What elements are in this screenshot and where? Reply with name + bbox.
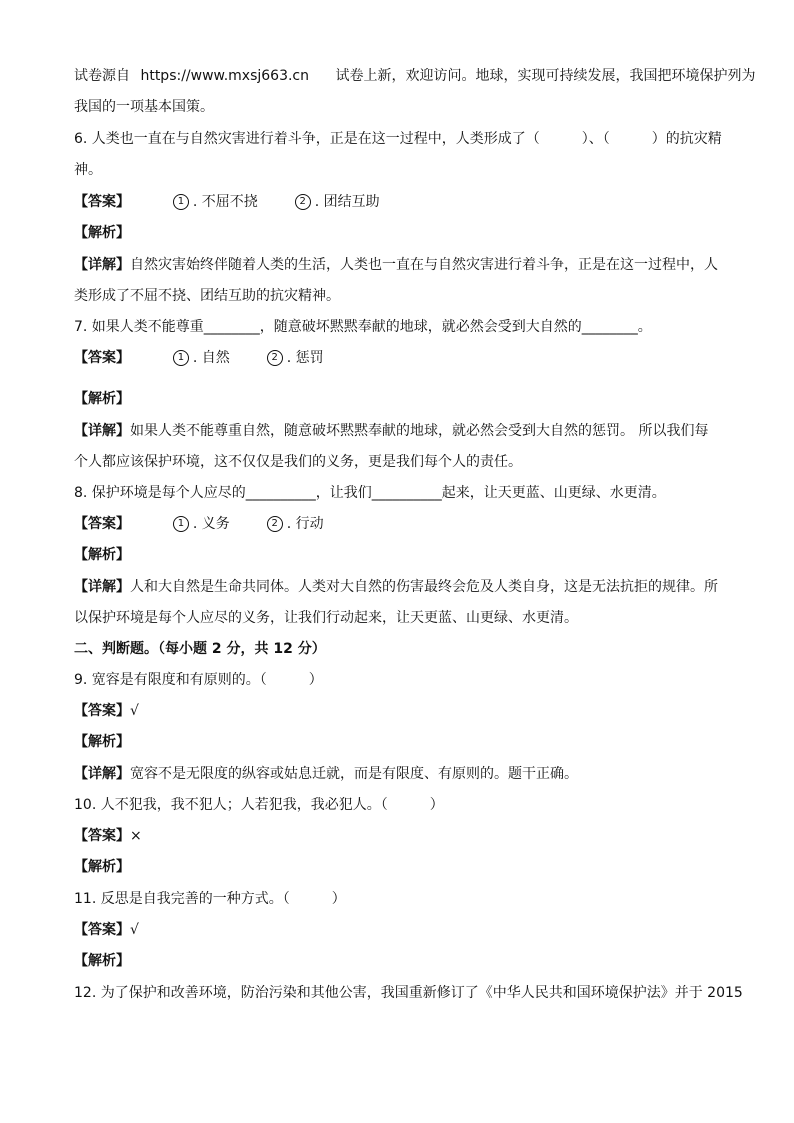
answer-11-value: √ [130,922,139,938]
detail-9-text: 宽容不是无限度的纵容或姑息迁就，而是有限度、有原则的。题干正确。 [130,766,578,782]
circled-number-1: 1 [173,350,189,366]
analysis-label-11: 【解析】 [74,953,130,969]
analysis-label-10: 【解析】 [74,859,130,875]
detail-label: 【详解】 [74,257,130,273]
analysis-label-7: 【解析】 [74,391,130,407]
question-10: 10. 人不犯我，我不犯人；人若犯我，我必犯人。（ ） [74,797,444,813]
answer-9 [74,701,139,721]
answer-label: 【答案】 [74,703,130,719]
answer-8-2: . 行动 [286,516,324,532]
detail-8-line1 [74,577,718,597]
question-9: 9. 宽容是有限度和有原则的。（ ） [74,672,323,688]
answer-8-1: . 义务 [192,516,230,532]
circled-number-2: 2 [267,516,283,532]
circled-number-1: 1 [173,194,189,210]
source-line [74,66,755,86]
answer-9-value: √ [130,703,139,719]
detail-label: 【详解】 [74,766,130,782]
question-11: 11. 反思是自我完善的一种方式。（ ） [74,891,346,907]
detail-9 [74,764,578,784]
answer-7-1: . 自然 [192,350,230,366]
question-8: 8. 保护环境是每个人应尽的__________，让我们__________起来，让天更蓝、山更绿、水更清。 [74,485,666,501]
question-6-line1: 6. 人类也一直在与自然灾害进行着斗争，正是在这一过程中，人类形成了（ ）、（ ）的抗灾精 [74,131,722,147]
detail-6-line1 [74,255,718,275]
circled-number-2: 2 [267,350,283,366]
answer-label: 【答案】 [74,922,130,938]
source-label: 试卷源自 [74,68,130,84]
source-line-cont: 我国的一项基本国策。 [74,99,214,115]
analysis-label-8: 【解析】 [74,547,130,563]
answer-11 [74,920,139,940]
detail-7-line1 [74,421,708,441]
detail-7-line2: 个人都应该保护环境，这不仅仅是我们的义务，更是我们每个人的责任。 [74,454,522,470]
circled-number-1: 1 [173,516,189,532]
answer-label: 【答案】 [74,350,130,366]
answer-8 [74,514,324,534]
source-text: 试卷上新，欢迎访问。地球，实现可持续发展，我国把环境保护列为 [335,68,756,84]
analysis-label-9: 【解析】 [74,734,130,750]
detail-6-text1: 自然灾害始终伴随着人类的生活，人类也一直在与自然灾害进行着斗争，正是在这一过程中，人 [130,257,718,273]
answer-6-1: . 不屈不挠 [192,194,258,210]
section-heading: 二、判断题。（每小题 2 分，共 12 分） [74,641,326,657]
source-url[interactable]: https://www.mxsj663.cn [140,68,309,84]
answer-10 [74,826,142,846]
answer-10-value: × [130,828,142,844]
detail-8-text1: 人和大自然是生命共同体。人类对大自然的伤害最终会危及人类自身，这是无法抗拒的规律。所 [130,579,718,595]
answer-6 [74,192,380,212]
question-6-line2: 神。 [74,162,102,178]
answer-label: 【答案】 [74,828,130,844]
answer-7 [74,348,324,368]
detail-label: 【详解】 [74,423,130,439]
detail-label: 【详解】 [74,579,130,595]
answer-7-2: . 惩罚 [286,350,324,366]
question-12: 12. 为了保护和改善环境，防治污染和其他公害，我国重新修订了《中华人民共和国环境保护法》并于 2015 [74,985,743,1001]
detail-6-line2: 类形成了不屈不挠、团结互助的抗灾精神。 [74,288,340,304]
question-7: 7. 如果人类不能尊重________，随意破坏黙黙奉献的地球，就必然会受到大自然的________。 [74,319,652,335]
detail-8-line2: 以保护环境是每个人应尽的义务，让我们行动起来，让天更蓝、山更绿、水更清。 [74,610,578,626]
answer-label: 【答案】 [74,516,130,532]
answer-label: 【答案】 [74,194,130,210]
answer-6-2: . 团结互助 [314,194,380,210]
circled-number-2: 2 [295,194,311,210]
detail-7-text1: 如果人类不能尊重自然，随意破坏黙黙奉献的地球，就必然会受到大自然的惩罚。 所以我们每 [130,423,709,439]
analysis-label-6: 【解析】 [74,225,130,241]
